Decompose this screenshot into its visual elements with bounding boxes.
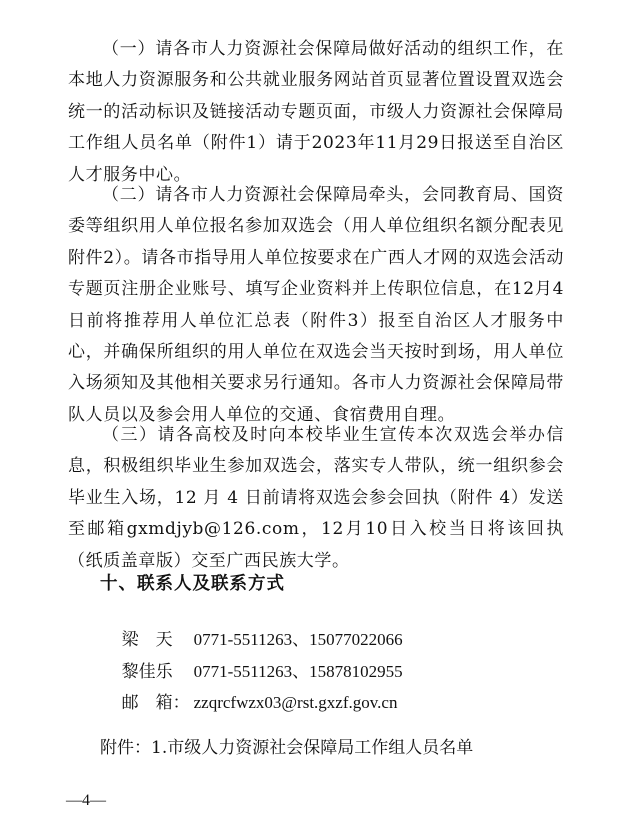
page-number: —4— (66, 792, 106, 809)
contact-value: 0771-5511263、15077022066 (193, 630, 403, 649)
contact-row-email (100, 668, 397, 733)
contact-name: 梁 天 (121, 630, 173, 650)
contact-name: 邮 箱： (121, 693, 190, 713)
contact-value: zzqrcfwzx03@rst.gxzf.gov.cn (193, 693, 398, 712)
paragraph-1: （一）请各市人力资源社会保障局做好活动的组织工作，在本地人力资源服务和公共就业服务网站首页显著位置设置双选会统一的活动标识及链接活动专题页面，市级人力资源社会保障局工作组人员名单（附件1）请于2023年11月29日报送至自治区人才服务中心。 (68, 39, 564, 185)
section-heading: 十、联系人及联系方式 (100, 574, 285, 594)
paragraph-2: （二）请各市人力资源社会保障局牵头，会同教育局、国资委等组织用人单位报名参加双选会（用人单位组织名额分配表见附件2）。请各市指导用人单位按要求在广西人才网的双选会活动专题页注册企业账号、填写企业资料并上传职位信息，在12月4日前将推荐用人单位汇总表（附件3）报至自治区人才服务中心，并确保所组织的用人单位在双选会当天按时到场，用人单位入场须知及其他相关要求另行通知。各市人力资源社会保障局带队人员以及参会用人单位的交通、食宿费用自理。 (68, 185, 564, 425)
attachment-line: 附件：1.市级人力资源社会保障局工作组人员名单 (100, 738, 474, 758)
paragraph-3: （三）请各高校及时向本校毕业生宣传本次双选会举办信息，积极组织毕业生参加双选会，落实专人带队，统一组织参会毕业生入场，12 月 4 日前请将双选会参会回执（附件 4）发送至邮箱gxmdjyb@126.com，12月10日入校当日将该回执（纸质盖章版）交至广西民族大学。 (68, 425, 564, 571)
contact-value: 0771-5511263、15878102955 (193, 662, 403, 681)
contact-name: 黎佳乐 (121, 662, 173, 682)
